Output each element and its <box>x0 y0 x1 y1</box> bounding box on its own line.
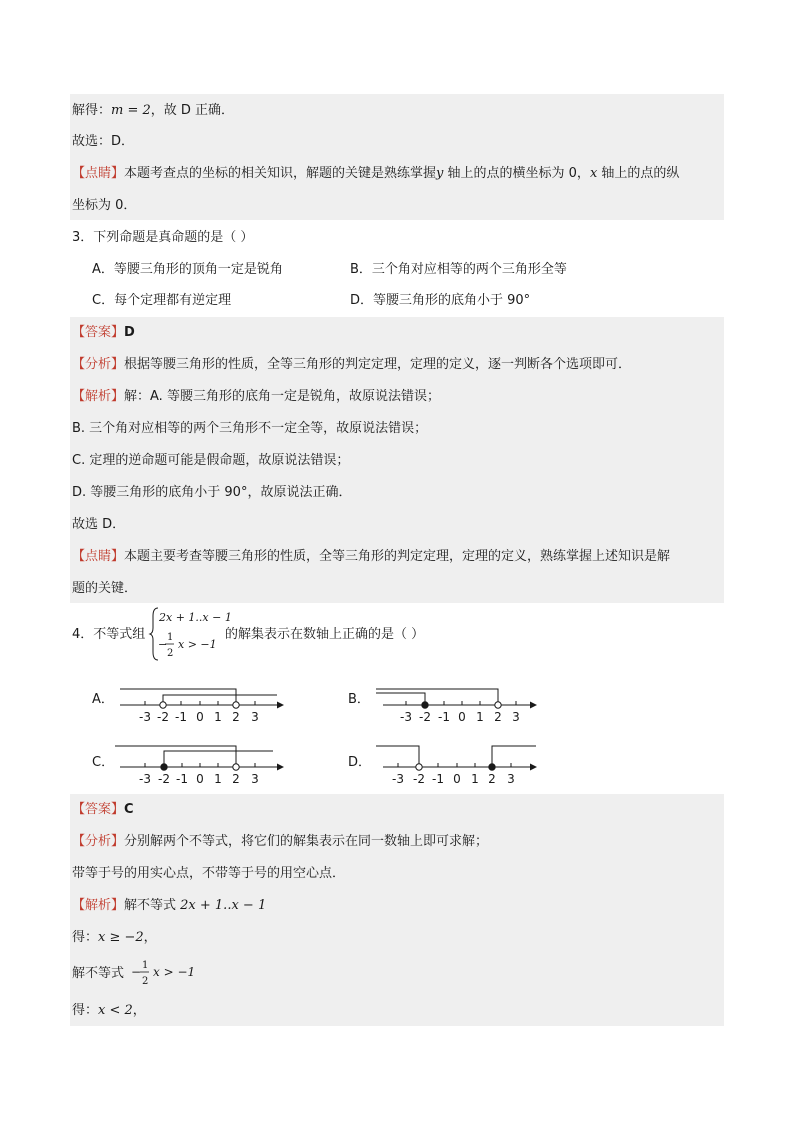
text: 解不等式 <box>72 966 125 981</box>
tick-label: -3 <box>139 710 151 724</box>
q4-option-a-label: A． <box>92 692 114 707</box>
open-dot <box>233 764 239 770</box>
tick-label: -2 <box>157 710 169 724</box>
q3-choose: 故选 D． <box>72 517 126 532</box>
tick-label: 0 <box>196 772 204 786</box>
q2-comment-line-2: 坐标为 0． <box>72 198 137 213</box>
q3-comment-1 <box>72 547 670 567</box>
open-dot <box>416 764 422 770</box>
solid-dot <box>161 764 167 770</box>
text: 轴上的点的横坐标为 0， <box>443 166 590 181</box>
number-line-c <box>110 742 290 788</box>
arrow-icon <box>277 702 284 709</box>
tick-label: 1 <box>471 772 479 786</box>
tick-labels <box>139 710 259 724</box>
tick-label: -3 <box>400 710 412 724</box>
math-result: x < 2 <box>98 1003 133 1018</box>
text: 本题考查点的坐标的相关知识，解题的关键是熟练掌握 <box>124 166 437 181</box>
comment-tag: 【点睛】 <box>72 166 125 181</box>
solution-tag: 【解析】 <box>72 898 125 913</box>
q3-comment-2: 题的关键． <box>72 581 138 596</box>
open-dot <box>495 702 501 708</box>
q4-analysis-1 <box>72 832 488 852</box>
analysis-tag: 【分析】 <box>72 834 125 849</box>
q4-answer <box>72 800 134 820</box>
answer-tag: 【答案】 <box>72 325 125 340</box>
tick-label: 1 <box>476 710 484 724</box>
text: 解得： <box>72 103 112 118</box>
q3-option-b: B．三个角对应相等的两个三角形全等 <box>350 262 567 277</box>
tick-label: 0 <box>196 710 204 724</box>
tick-labels <box>139 772 259 786</box>
open-dot <box>160 702 166 708</box>
q3-stem: 3．下列命题是真命题的是（ ） <box>72 230 254 245</box>
q3-option-c: C．每个定理都有逆定理 <box>92 293 232 308</box>
text: 得： <box>72 930 99 945</box>
answer-tag: 【答案】 <box>72 802 125 817</box>
brace-icon <box>150 608 158 660</box>
math-result: x ≥ −2 <box>98 930 144 945</box>
solid-dot <box>422 702 428 708</box>
solid-dot <box>489 764 495 770</box>
text: 得： <box>72 1003 99 1018</box>
comment-tag: 【点睛】 <box>72 549 125 564</box>
arrow-icon <box>277 764 284 771</box>
tick-label: -1 <box>175 710 187 724</box>
frac-num: 1 <box>142 960 149 971</box>
system-minus: − <box>158 638 168 651</box>
range-bracket-left <box>120 689 236 705</box>
system-line-2: x > −1 <box>178 638 217 651</box>
answer-value: C <box>124 802 134 817</box>
text: 根据等腰三角形的性质，全等三角形的判定定理，定理的定义，逐一判断各个选项即可． <box>124 357 632 372</box>
q3-analysis <box>72 355 631 375</box>
number-line-d <box>373 742 553 788</box>
tick-label: 3 <box>507 772 515 786</box>
text: 解不等式 <box>124 898 181 913</box>
solution-3-math <box>130 956 200 990</box>
q4-solution-2 <box>72 928 157 948</box>
text: 轴上的点的纵 <box>597 166 680 181</box>
tick-label: -1 <box>432 772 444 786</box>
q4-stem-prefix: 4．不等式组 <box>72 627 146 642</box>
text: ， <box>132 1003 146 1018</box>
tick-label: 0 <box>453 772 461 786</box>
text: ，故 D 正确． <box>150 103 235 118</box>
q4-option-b-label: B． <box>348 692 370 707</box>
inequality-system <box>150 606 232 662</box>
q2-solution-line <box>72 101 234 121</box>
number-line-a <box>110 680 290 726</box>
tick-label: 0 <box>458 710 466 724</box>
math-m-eq-2: m = 2 <box>111 103 151 118</box>
q3-answer <box>72 323 135 343</box>
arrow-icon <box>530 702 537 709</box>
number-line-b <box>373 680 553 726</box>
q4-stem-suffix: 的解集表示在数轴上正确的是（ ） <box>225 627 425 642</box>
tick-label: 3 <box>512 710 520 724</box>
solution-tag: 【解析】 <box>72 389 125 404</box>
tick-label: 2 <box>494 710 502 724</box>
tick-label: 3 <box>251 710 259 724</box>
open-dot <box>233 702 239 708</box>
q3-option-d: D．等腰三角形的底角小于 90° <box>350 293 531 308</box>
q4-analysis-2: 带等于号的用实心点，不带等于号的用空心点． <box>72 866 346 881</box>
system-frac-num: 1 <box>167 632 174 643</box>
tick-label: -3 <box>392 772 404 786</box>
tick-label: -2 <box>158 772 170 786</box>
tick-label: 3 <box>251 772 259 786</box>
text: 本题主要考查等腰三角形的性质，全等三角形的判定定理，定理的定义，熟练掌握上述知识是解 <box>124 549 671 564</box>
tick-label: -3 <box>139 772 151 786</box>
q3-solution-1 <box>72 387 440 407</box>
q4-option-c-label: C． <box>92 755 115 770</box>
tick-label: -1 <box>176 772 188 786</box>
system-frac-den: 2 <box>167 648 174 659</box>
range-bracket-right <box>163 695 277 705</box>
q3-solution-4: D. 等腰三角形的底角小于 90°，故原说法正确． <box>72 485 352 500</box>
analysis-tag: 【分析】 <box>72 357 125 372</box>
text: ， <box>143 930 157 945</box>
math-inequality: x > −1 <box>153 965 196 979</box>
answer-value: D <box>124 325 135 340</box>
tick-label: -2 <box>419 710 431 724</box>
q4-solution-3 <box>72 964 124 984</box>
text: 解：A. 等腰三角形的底角一定是锐角，故原说法错误； <box>124 389 440 404</box>
tick-label: 2 <box>232 772 240 786</box>
tick-label: -2 <box>413 772 425 786</box>
math-y: y <box>436 166 444 181</box>
tick-labels <box>392 772 515 786</box>
math-inequality: 2x + 1..x − 1 <box>180 898 267 913</box>
tick-label: 2 <box>488 772 496 786</box>
math-minus: − <box>131 965 142 979</box>
tick-label: 1 <box>214 772 222 786</box>
tick-label: 1 <box>214 710 222 724</box>
q4-solution-4 <box>72 1001 146 1021</box>
q4-option-d-label: D． <box>348 755 372 770</box>
q3-option-a: A．等腰三角形的顶角一定是锐角 <box>92 262 283 277</box>
q2-comment-line-1 <box>72 164 679 184</box>
range-bracket-right <box>492 746 536 767</box>
q4-solution-1 <box>72 896 266 916</box>
arrow-icon <box>530 764 537 771</box>
q3-solution-2: B. 三个角对应相等的两个三角形不一定全等，故原说法错误； <box>72 421 428 436</box>
q2-choose-line: 故选：D． <box>72 134 135 149</box>
q3-solution-3: C. 定理的逆命题可能是假命题，故原说法错误； <box>72 453 350 468</box>
frac-den: 2 <box>142 976 149 987</box>
tick-label: 2 <box>232 710 240 724</box>
range-bracket-lower <box>376 693 425 705</box>
math-x: x <box>589 166 598 181</box>
tick-label: -1 <box>438 710 450 724</box>
tick-labels <box>400 710 520 724</box>
system-line-1: 2x + 1..x − 1 <box>159 611 232 624</box>
text: 分别解两个不等式，将它们的解集表示在同一数轴上即可求解； <box>124 834 489 849</box>
